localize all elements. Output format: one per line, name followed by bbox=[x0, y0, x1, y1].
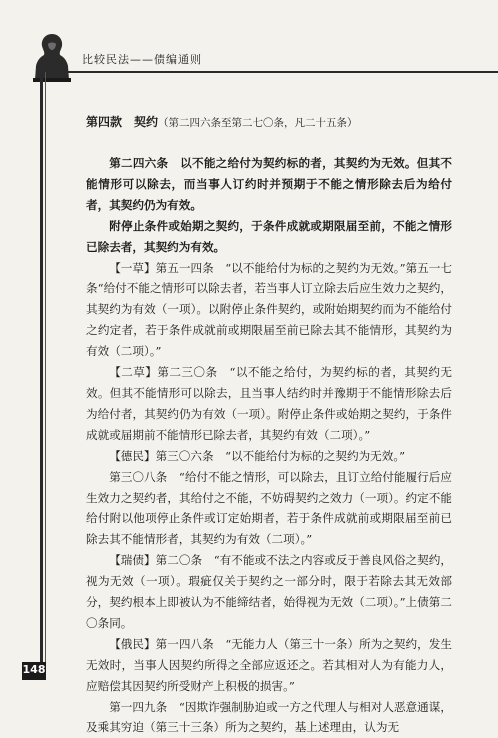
article-text: 第二四六条 以不能之给付为契约标的者，其契约为无效。但其不能情形可以除去，而当事人订约时并预期于不能之情形除去后为给付者，其契约仍为有效。 bbox=[86, 156, 452, 212]
left-margin-rule bbox=[40, 72, 43, 672]
page-body bbox=[86, 112, 452, 738]
left-margin-thin-rule bbox=[45, 72, 46, 672]
commentary-paragraph: 【俄民】第一四八条 “无能力人（第三十一条）所为之契约，发生无效时，当事人因契约所得之全部应返还之。若其相对人为有能力人，应赔偿其因契约所受财产上积极的损害。” bbox=[86, 636, 452, 693]
commentary-paragraph: 【一草】第五一四条 “以不能给付为标的之契约为无效。”第五一七条“给付不能之情形可以除去者，若当事人订立除去后应生效力之契约，其契约为有效（一项）。以附停止条件契约，或附始期契约而为不能给付之约定者，若于条件成就前或期限届至前已除去其不能情形，其契约为有效（二项）。” bbox=[86, 260, 452, 359]
commentary-paragraph: 【瑞债】第二〇条 “有不能或不法之内容或反于善良风俗之契约，视为无效（一项）。瑕疵仅关于契约之一部分时，限于若除去其无效部分，契约根本上即被认为不能缔结者，始得视为无效（二项）。”上债第二〇条同。 bbox=[86, 553, 452, 630]
section-heading bbox=[86, 112, 452, 133]
running-header-title: 比较民法——债编通则 bbox=[82, 53, 202, 66]
commentary-paragraph: 第三〇八条 “给付不能之情形，可以除去，且订立给付能履行后应生效力之契约者，其给付之不能，不妨碍契约之效力（一项）。约定不能给付附以他项停止条件或订定始期者，若于条件成就前或期限届至前已除去其不能情形者，其契约为有效（二项）。” bbox=[86, 469, 452, 547]
commentary-paragraph: 第一四九条 “因欺诈强制胁迫或一方之代理人与相对人恶意通谋，及乘其穷迫（第三十三条）所为之契约，基上述理由，认为无 bbox=[86, 699, 452, 735]
commentary-paragraph: 【德民】第三〇六条 “以不能给付为标的之契约为无效。” bbox=[109, 448, 406, 463]
article-text: 附停止条件或始期之契约，于条件成就或期限届至前，不能之情形已除去者，其契约为有效。 bbox=[86, 218, 452, 254]
section-heading-title: 第四款 契约 bbox=[86, 115, 159, 129]
spacer bbox=[86, 143, 452, 153]
section-heading-range: （第二四六条至第二七〇条，凡二十五条） bbox=[158, 117, 358, 129]
page-number: 148 bbox=[22, 663, 46, 676]
commentary-paragraph: 【二草】第二三〇条 “以不能之给付，为契约标的者，其契约无效。但其不能情形可以除去，且当事人结约时并豫期于不能情形除去后为给付者，其契约仍为有效（一项）。附停止条件或始期之契约，于条件成就或届期前不能情形已除去者，其契约有效（二项）。” bbox=[86, 365, 452, 442]
